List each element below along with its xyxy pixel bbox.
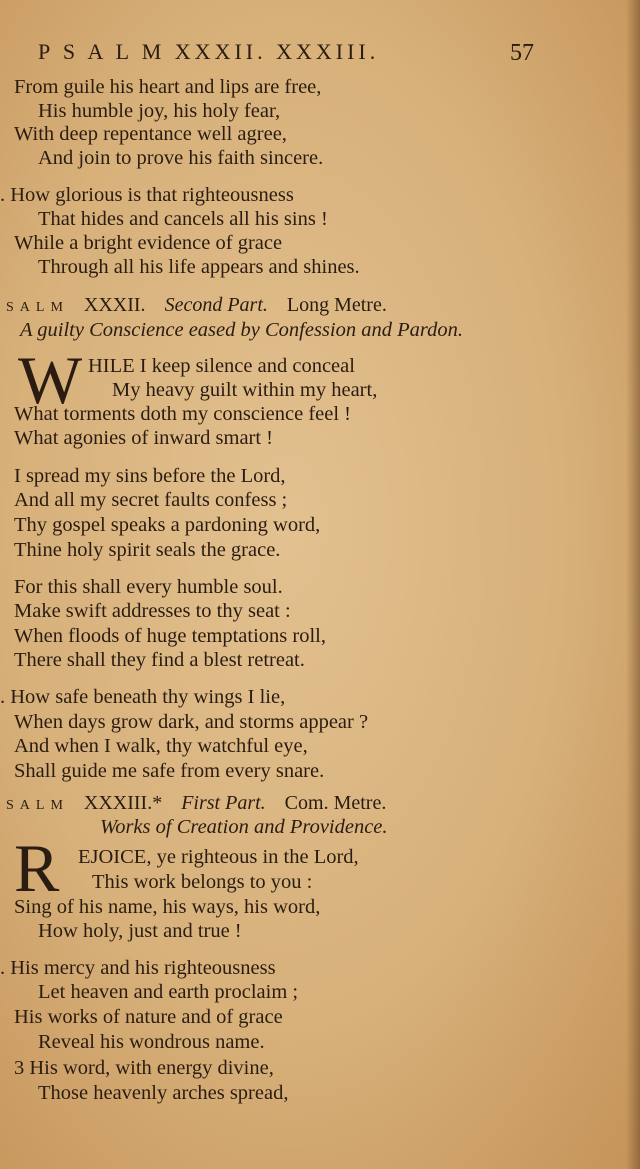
psalm-number: XXXII. xyxy=(83,294,146,316)
verse-line: What agonies of inward smart ! xyxy=(14,427,274,449)
verse-line: 3 His word, with energy divine, xyxy=(14,1057,274,1079)
verse-line: When floods of huge temptations roll, xyxy=(14,625,326,647)
verse-line: How holy, just and true ! xyxy=(38,920,242,942)
psalm-heading xyxy=(6,293,387,320)
verse-line: Reveal his wondrous name. xyxy=(38,1031,265,1053)
verse-line: That hides and cancels all his sins ! xyxy=(38,208,328,230)
psalm-label: SALM xyxy=(6,300,69,315)
verse-line: And when I walk, thy watchful eye, xyxy=(14,735,308,757)
psalm-metre: Long Metre. xyxy=(286,294,387,316)
drop-cap: R xyxy=(14,830,60,906)
verse-line: My heavy guilt within my heart, xyxy=(112,379,378,401)
verse-line: Sing of his name, his ways, his word, xyxy=(14,896,321,918)
verse-line: What torments doth my conscience feel ! xyxy=(14,403,351,425)
verse-line: . How safe beneath thy wings I lie, xyxy=(0,686,286,708)
verse-line: Those heavenly arches spread, xyxy=(38,1082,289,1104)
verse-line: When days grow dark, and storms appear ? xyxy=(14,711,369,733)
psalm-label: SALM xyxy=(6,798,69,813)
verse-line: Shall guide me safe from every snare. xyxy=(14,760,325,782)
verse-line: With deep repentance well agree, xyxy=(14,123,287,145)
psalm-metre: Com. Metre. xyxy=(284,792,387,814)
verse-first-line: EJOICE, ye righteous in the Lord, xyxy=(78,846,359,868)
psalm-part: First Part. xyxy=(181,792,266,814)
verse-line: . How glorious is that righteousness xyxy=(0,184,294,206)
verse-line: Through all his life appears and shines. xyxy=(38,256,360,278)
psalm-number: XXXIII.* xyxy=(83,792,163,814)
verse-line: From guile his heart and lips are free, xyxy=(14,76,322,98)
verse-line: And join to prove his faith sincere. xyxy=(38,147,324,169)
verse-line: This work belongs to you : xyxy=(92,871,313,893)
psalm-part: Second Part. xyxy=(164,294,268,316)
verse-line: His works of nature and of grace xyxy=(14,1006,283,1028)
page-number: 57 xyxy=(510,40,534,66)
verse-first-line: HILE I keep silence and conceal xyxy=(88,355,355,377)
verse-line: Make swift addresses to thy seat : xyxy=(14,600,291,622)
running-title: P S A L M XXXII. XXXIII. xyxy=(38,39,380,64)
psalm-subtitle: Works of Creation and Providence. xyxy=(100,816,388,838)
verse-line: . His mercy and his righteousness xyxy=(0,957,276,979)
verse-line: Thy gospel speaks a pardoning word, xyxy=(14,514,321,536)
page-edge-shadow xyxy=(626,0,640,1169)
verse-line: Let heaven and earth proclaim ; xyxy=(38,981,299,1003)
verse-line: For this shall every humble soul. xyxy=(14,576,283,598)
verse-line: And all my secret faults confess ; xyxy=(14,489,288,511)
psalm-heading xyxy=(6,791,386,818)
verse-line: I spread my sins before the Lord, xyxy=(14,465,286,487)
drop-cap: W xyxy=(18,342,83,418)
psalm-subtitle: A guilty Conscience eased by Confession and Pardon. xyxy=(20,319,463,341)
verse-line: His humble joy, his holy fear, xyxy=(38,100,281,122)
verse-line: While a bright evidence of grace xyxy=(14,232,283,254)
verse-line: There shall they find a blest retreat. xyxy=(14,649,305,671)
running-header xyxy=(38,40,379,64)
verse-line: Thine holy spirit seals the grace. xyxy=(14,539,281,561)
